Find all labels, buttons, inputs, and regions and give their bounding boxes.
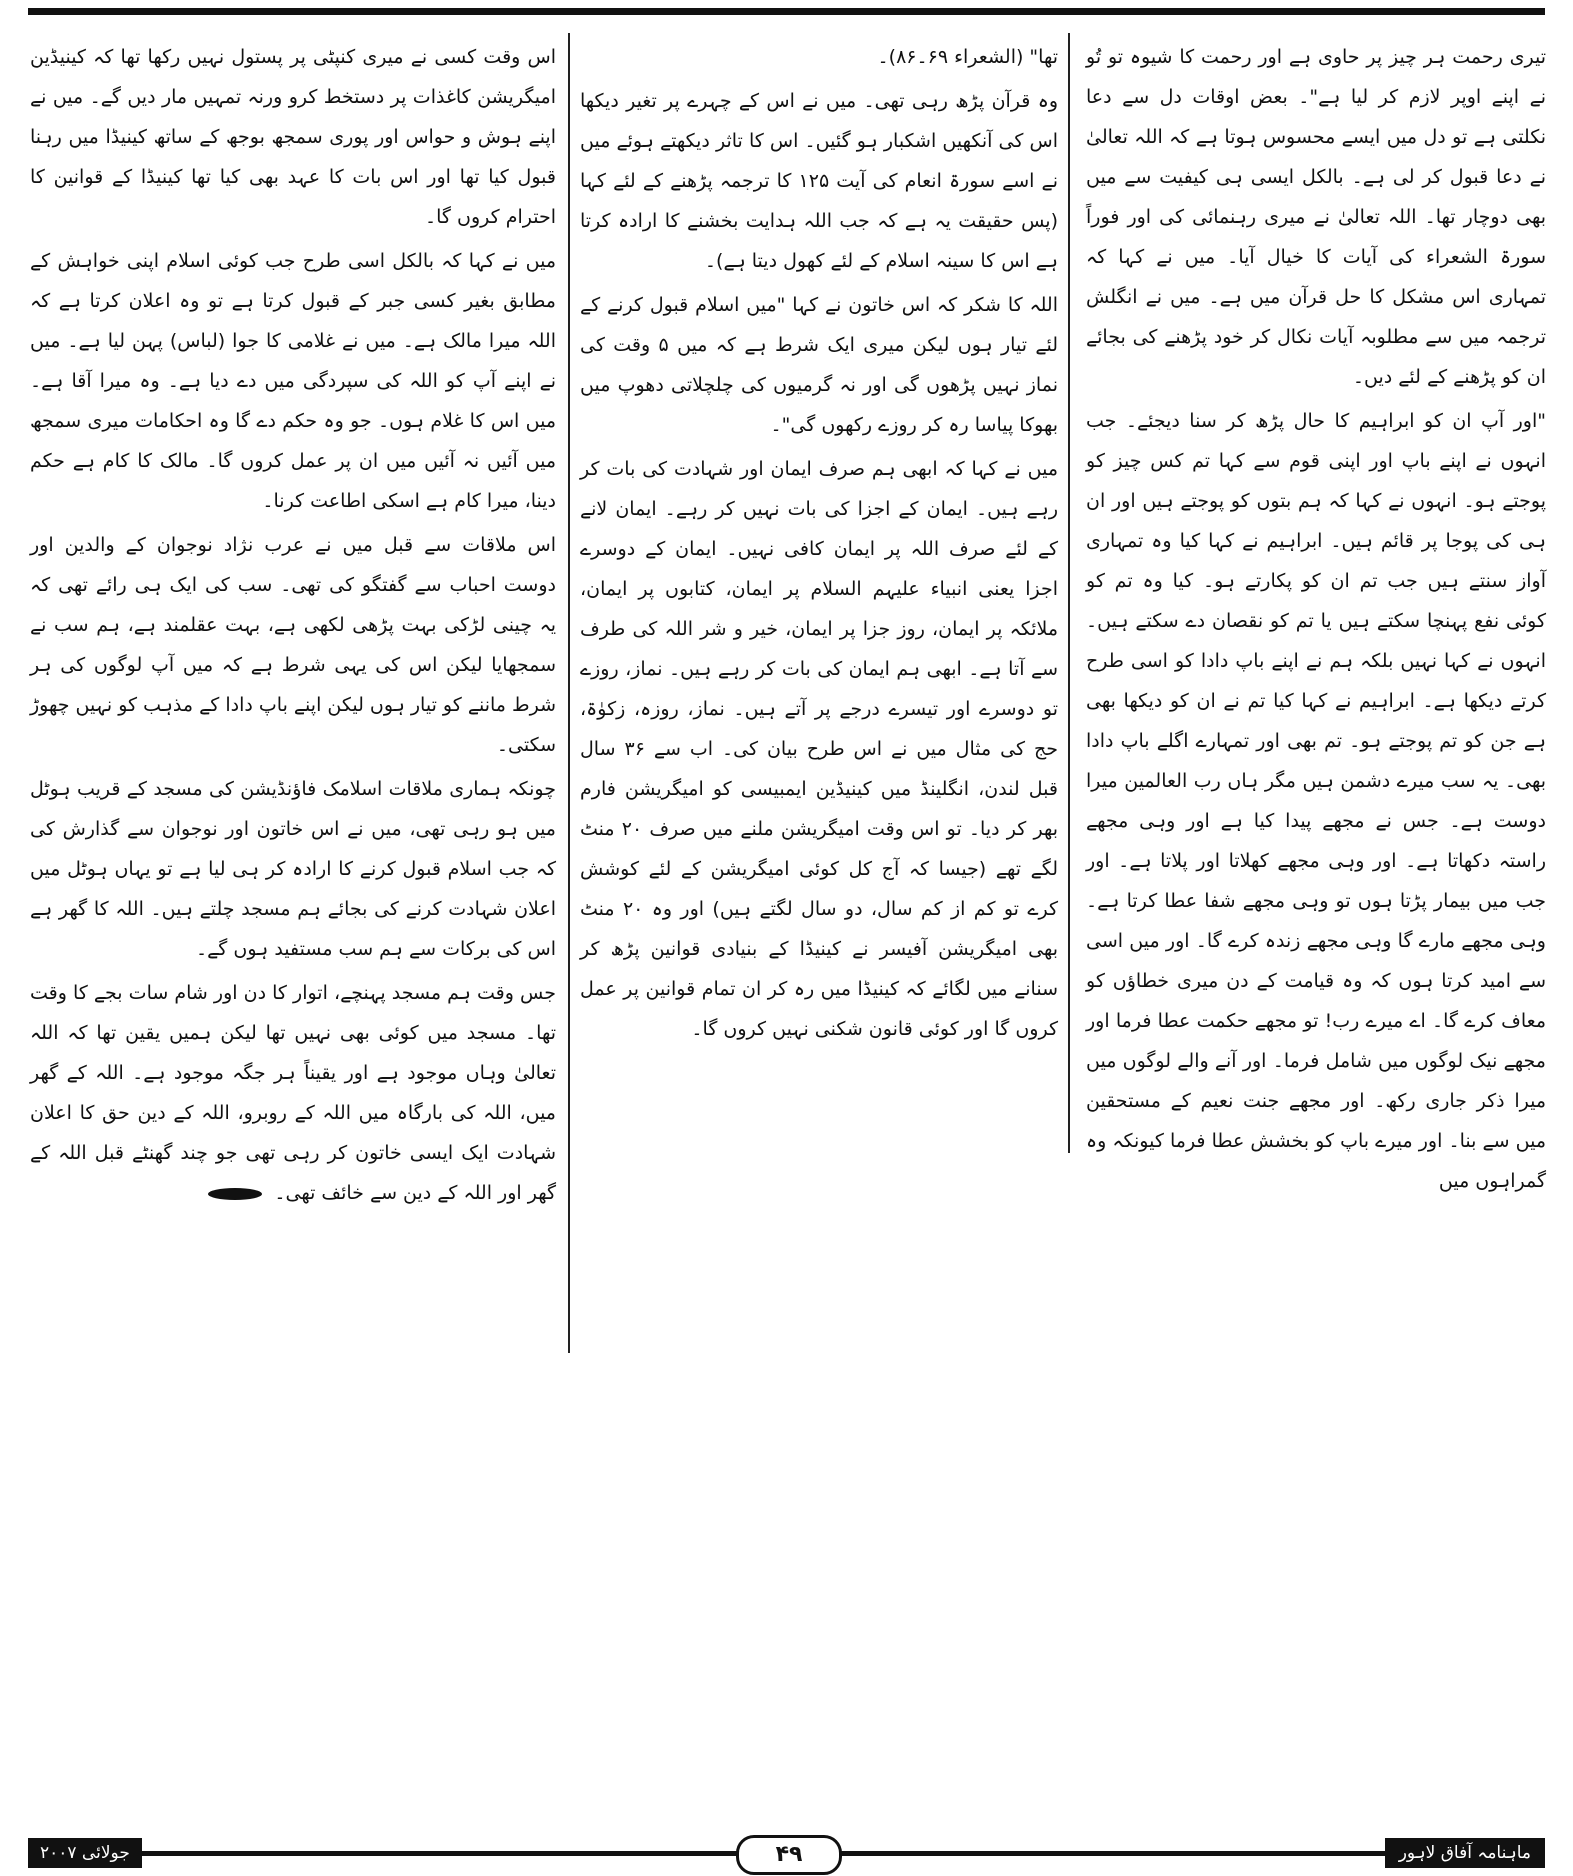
paragraph: میں نے کہا کہ بالکل اسی طرح جب کوئی اسلام اپنی خواہش کے مطابق بغیر کسی جبر کے قبول کرتا ہے تو وہ اعلان کرتا ہے کہ اللہ میرا مالک ہے۔ میں نے غلامی کا جوا (لباس) پہن لیا ہے۔ میں نے اپنے آپ کو اللہ کی سپردگی میں دے دیا ہے۔ وہ میرا آقا ہے۔ میں اس کا غلام ہوں۔ جو وہ حکم دے گا وہ احکامات میری سمجھ میں آئیں نہ آئیں میں ان پر عمل کروں گا۔ مالک کا کام ہے حکم دینا، میرا کام ہے اسکی اطاعت کرنا۔: [30, 250, 556, 512]
paragraph-last: [30, 973, 556, 1213]
column-divider: [1068, 33, 1070, 1153]
paragraph: میں نے کہا کہ ابھی ہم صرف ایمان اور شہادت کی بات کر رہے ہیں۔ ایمان کے اجزا کی بات نہیں کر رہے۔ ایمان لانے کے لئے صرف اللہ پر ایمان کافی نہیں۔ ایمان کے دوسرے اجزا یعنی انبیاء علیہم السلام پر ایمان، کتابوں پر ایمان، ملائکہ پر ایمان، روز جزا پر ایمان، خیر و شر اللہ کی طرف سے آتا ہے۔ ابھی ہم ایمان کی بات کر رہے ہیں۔ نماز، روزے تو دوسرے اور تیسرے درجے پر آتے ہیں۔ نماز، روزہ، زکوٰۃ، حج کی مثال میں نے اس طرح بیان کی۔ اب سے ۳۶ سال قبل لندن، انگلینڈ میں کینیڈین ایمبیسی کو امیگریشن فارم بھر کر دیا۔ تو اس وقت امیگریشن ملنے میں صرف ۲۰ منٹ لگے تھے (جیسا کہ آج کل کوئی امیگریشن کے لئے کوشش کرے تو کم از کم سال، دو سال لگتے ہیں) اور وہ ۲۰ منٹ بھی امیگریشن آفیسر نے کینیڈا کے بنیادی قوانین پڑھ کر سنانے میں لگائے کہ کینیڈا میں رہ کر ان تمام قوانین پر عمل کروں گا اور کوئی قانون شکنی نہیں کروں گا۔: [580, 458, 1058, 1040]
paragraph: "اور آپ ان کو ابراہیم کا حال پڑھ کر سنا دیجئے۔ جب انہوں نے اپنے باپ اور اپنی قوم سے کہا تم کس چیز کو پوجتے ہو۔ انہوں نے کہا کہ ہم بتوں کو پوجتے ہیں اور ان ہی کی پوجا پر قائم ہیں۔ ابراہیم نے کہا کیا وہ تمہاری آواز سنتے ہیں جب تم ان کو پکارتے ہو۔ کیا وہ تم کو کوئی نفع پہنچا سکتے ہیں یا تم کو نقصان دے سکتے ہیں۔ انہوں نے کہا نہیں بلکہ ہم نے اپنے باپ دادا کو اسی طرح کرتے دیکھا ہے۔ ابراہیم نے کہا کیا تم نے ان کو دیکھا بھی ہے جن کو تم پوجتے ہو۔ تم بھی اور تمہارے اگلے باپ دادا بھی۔ یہ سب میرے دشمن ہیں مگر ہاں رب العالمین میرا دوست ہے۔ جس نے مجھے پیدا کیا ہے اور وہی مجھے راستہ دکھاتا ہے۔ اور وہی مجھے کھلاتا اور پلاتا ہے۔ اور جب میں بیمار پڑتا ہوں تو وہی مجھے شفا عطا کرتا ہے۔ وہی مجھے مارے گا وہی مجھے زندہ کرے گا۔ اور میں اسی سے امید کرتا ہوں کہ وہ قیامت کے دن میری خطاؤں کو معاف کرے گا۔ اے میرے رب! تو مجھے حکمت عطا فرما اور مجھے نیک لوگوں میں شامل فرما۔ اور آنے والے لوگوں میں میرا ذکر جاری رکھ۔ اور مجھے جنت نعیم کے مستحقین میں سے بنا۔ اور میرے باپ کو بخشش عطا فرما کیونکہ وہ گمراہوں میں: [1086, 410, 1546, 1192]
article-column-right: [1086, 37, 1546, 1205]
paragraph-text: جس وقت ہم مسجد پہنچے، اتوار کا دن اور شام سات بجے کا وقت تھا۔ مسجد میں کوئی بھی نہیں تھا لیکن ہمیں یقین تھا کہ اللہ تعالیٰ وہاں موجود ہے اور یقیناً ہر جگہ موجود ہے۔ اللہ کے گھر میں، اللہ کی بارگاہ میں اللہ کے روبرو، اللہ کے دین حق کا اعلان شہادت ایک ایسی خاتون کر رہی تھی جو چند گھنٹے قبل اللہ کے گھر اور اللہ کے دین سے خائف تھی۔: [30, 982, 556, 1204]
top-rule: [28, 8, 1545, 15]
article-page: [28, 15, 1545, 1780]
paragraph: وہ قرآن پڑھ رہی تھی۔ میں نے اس کے چہرے پر تغیر دیکھا اس کی آنکھیں اشکبار ہو گئیں۔ اس کا تاثر دیکھتے ہوئے میں نے اسے سورۃ انعام کی آیت ۱۲۵ کا ترجمہ پڑھنے کے لئے کہا (پس حقیقت یہ ہے کہ جب اللہ ہدایت بخشنے کا ارادہ کرتا ہے اس کا سینہ اسلام کے لئے کھول دیتا ہے)۔: [580, 90, 1058, 272]
issue-date: جولائی ۲۰۰۷: [28, 1838, 142, 1868]
magazine-name: ماہنامہ آفاق لاہور: [1385, 1838, 1545, 1868]
column-divider: [568, 33, 570, 1353]
page-number: ۴۹: [736, 1835, 842, 1875]
end-of-article-mark: [208, 1188, 262, 1200]
article-column-left: [30, 37, 556, 1217]
page-footer: [28, 1838, 1545, 1868]
paragraph: اس وقت کسی نے میری کنپٹی پر پستول نہیں رکھا تھا کہ کینیڈین امیگریشن کاغذات پر دستخط کرو ورنہ تمہیں مار دیں گے۔ میں نے اپنے ہوش و حواس اور پوری سمجھ بوجھ کے ساتھ کینیڈا میں رہنا قبول کیا تھا اور اس بات کا عہد بھی کیا تھا کینیڈا کے قوانین کا احترام کروں گا۔: [30, 46, 556, 228]
paragraph: تیری رحمت ہر چیز پر حاوی ہے اور رحمت کا شیوہ تو تُو نے اپنے اوپر لازم کر لیا ہے"۔ بعض اوقات دل سے دعا نکلتی ہے تو دل میں ایسے محسوس ہوتا ہے کہ اللہ تعالیٰ نے دعا قبول کر لی ہے۔ بالکل ایسی ہی کیفیت سے میں بھی دوچار تھا۔ اللہ تعالیٰ نے میری رہنمائی کی اور فوراً سورۃ الشعراء کی آیات کا خیال آیا۔ میں نے کہا کہ تمہاری اس مشکل کا حل قرآن میں ہے۔ میں نے انگلش ترجمہ میں سے مطلوبہ آیات نکال کر خود پڑھنے کی بجائے ان کو پڑھنے کے لئے دیں۔: [1086, 46, 1546, 388]
paragraph: تھا" (الشعراء ۶۹۔۸۶)۔: [877, 46, 1058, 68]
paragraph: اللہ کا شکر کہ اس خاتون نے کہا "میں اسلام قبول کرنے کے لئے تیار ہوں لیکن میری ایک شرط ہے کہ میں ۵ وقت کی نماز نہیں پڑھوں گی اور نہ گرمیوں کی چلچلاتی دھوپ میں بھوکا پیاسا رہ کر روزے رکھوں گی"۔: [580, 294, 1058, 436]
paragraph: اس ملاقات سے قبل میں نے عرب نژاد نوجوان کے والدین اور دوست احباب سے گفتگو کی تھی۔ سب کی ایک ہی رائے تھی کہ یہ چینی لڑکی بہت پڑھی لکھی ہے، بہت عقلمند ہے، ہم سب نے سمجھایا لیکن اس کی یہی شرط ہے کہ میں آپ لوگوں کی ہر شرط ماننے کو تیار ہوں لیکن اپنے باپ دادا کے مذہب کو نہیں چھوڑ سکتی۔: [30, 534, 556, 756]
paragraph: چونکہ ہماری ملاقات اسلامک فاؤنڈیشن کی مسجد کے قریب ہوٹل میں ہو رہی تھی، میں نے اس خاتون اور نوجوان سے گذارش کی کہ جب اسلام قبول کرنے کا ارادہ کر ہی لیا ہے تو یہاں ہوٹل میں اعلان شہادت کرنے کی بجائے ہم مسجد چلتے ہیں۔ اللہ کا گھر ہے اس کی برکات سے ہم سب مستفید ہوں گے۔: [30, 778, 556, 960]
article-column-middle: [580, 37, 1058, 1053]
